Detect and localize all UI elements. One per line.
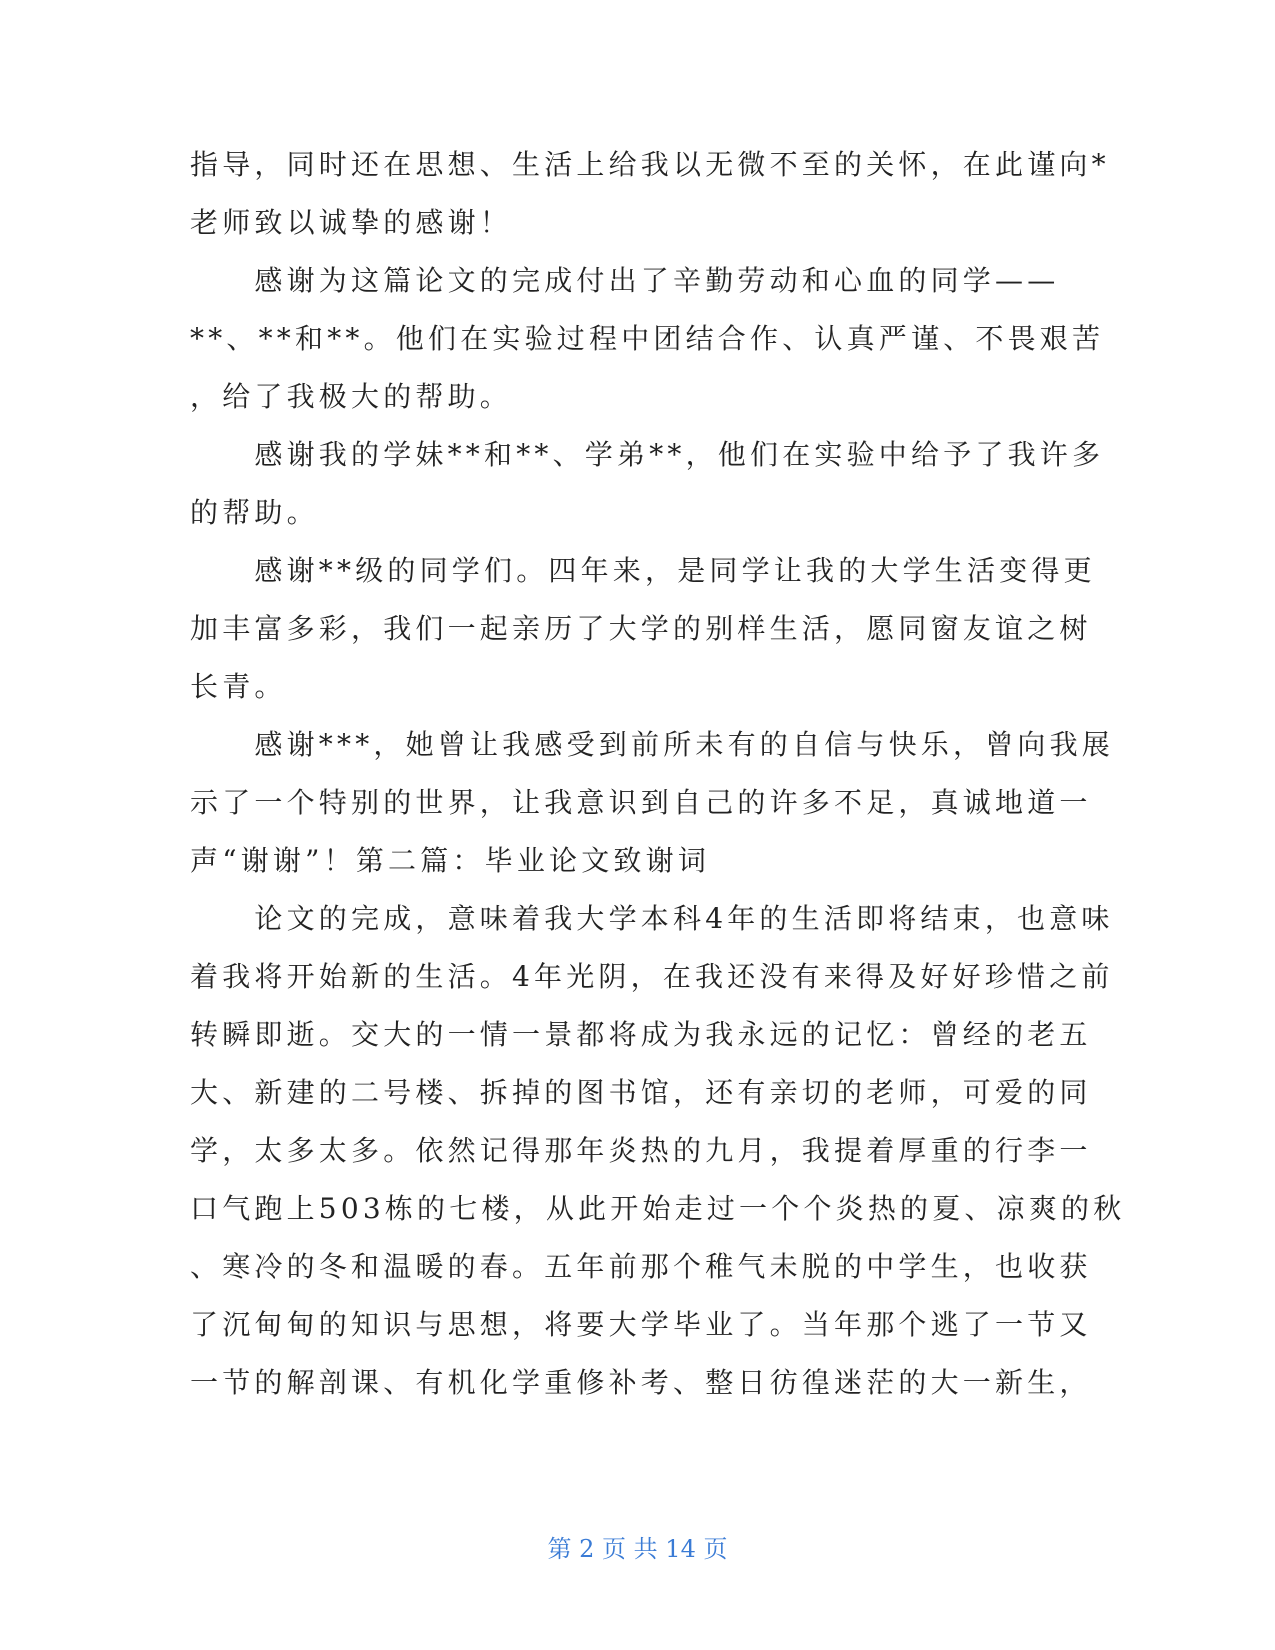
text-line: 着我将开始新的生活。4年光阴，在我还没有来得及好好珍惜之前 <box>190 960 1114 993</box>
text-line: 转瞬即逝。交大的一情一景都将成为我永远的记忆：曾经的老五 <box>190 1018 1092 1051</box>
text-line: 感谢为这篇论文的完成付出了辛勤劳动和心血的同学—— <box>190 264 1060 297</box>
text-line: 论文的完成，意味着我大学本科4年的生活即将结束，也意味 <box>190 902 1114 935</box>
text-line: 示了一个特别的世界，让我意识到自己的许多不足，真诚地道一 <box>190 786 1092 819</box>
text-line: 了沉甸甸的知识与思想，将要大学毕业了。当年那个逃了一节又 <box>190 1308 1092 1341</box>
text-line: ，给了我极大的帮助。 <box>190 380 513 413</box>
text-line: 口气跑上503栋的七楼，从此开始走过一个个炎热的夏、凉爽的秋 <box>190 1192 1126 1225</box>
text-line: 的帮助。 <box>190 496 319 529</box>
text-line: 老师致以诚挚的感谢！ <box>190 206 513 239</box>
text-line: **、**和**。他们在实验过程中团结合作、认真严谨、不畏艰苦 <box>190 322 1105 355</box>
text-line: 大、新建的二号楼、拆掉的图书馆，还有亲切的老师，可爱的同 <box>190 1076 1092 1109</box>
text-line: 感谢我的学妹**和**、学弟**，他们在实验中给予了我许多 <box>190 438 1105 471</box>
text-line: 声“谢谢”！第二篇：毕业论文致谢词 <box>190 844 711 877</box>
text-line: 长青。 <box>190 670 287 703</box>
text-line: 指导，同时还在思想、生活上给我以无微不至的关怀，在此谨向* <box>190 148 1110 181</box>
text-line: 、寒冷的冬和温暖的春。五年前那个稚气未脱的中学生，也收获 <box>190 1250 1092 1283</box>
page-number-footer: 第 2 页 共 14 页 <box>547 1535 728 1563</box>
text-line: 一节的解剖课、有机化学重修补考、整日彷徨迷茫的大一新生， <box>190 1366 1092 1399</box>
text-line: 加丰富多彩，我们一起亲历了大学的别样生活，愿同窗友谊之树 <box>190 612 1092 645</box>
text-line: 感谢**级的同学们。四年来，是同学让我的大学生活变得更 <box>190 554 1096 587</box>
text-line: 感谢***，她曾让我感受到前所未有的自信与快乐，曾向我展 <box>190 728 1115 761</box>
text-line: 学，太多太多。依然记得那年炎热的九月，我提着厚重的行李一 <box>190 1134 1092 1167</box>
